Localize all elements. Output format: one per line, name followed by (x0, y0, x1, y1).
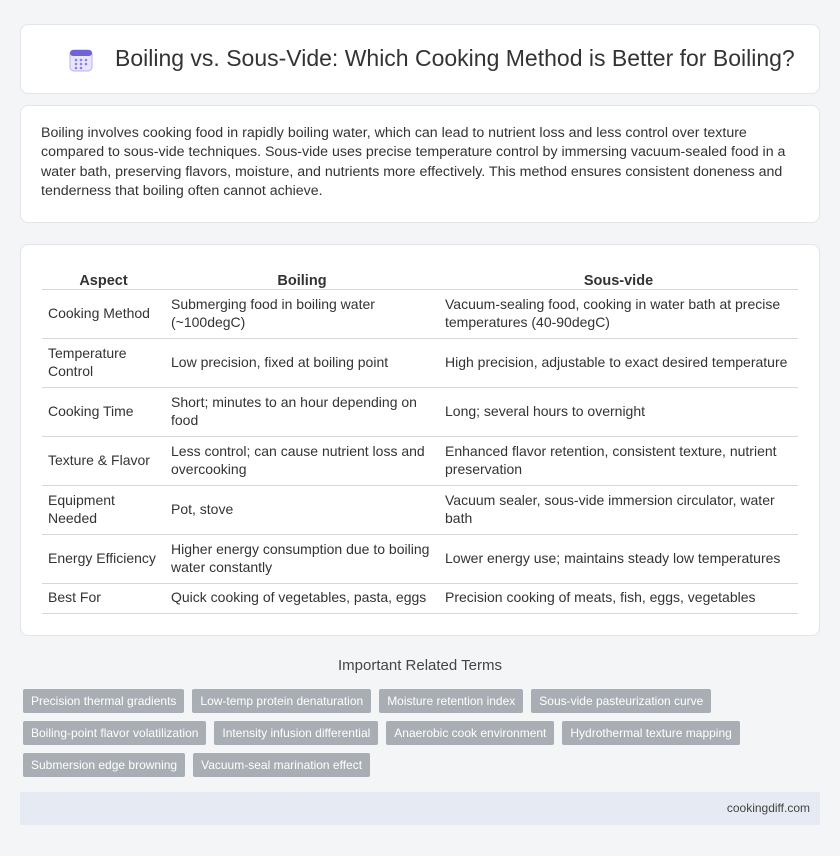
table-cell-sous-vide: Vacuum sealer, sous-vide immersion circulator, water bath (439, 485, 798, 534)
table-cell-sous-vide: High precision, adjustable to exact desired temperature (439, 338, 798, 387)
comparison-table (42, 265, 798, 614)
column-header-aspect: Aspect (42, 265, 165, 289)
footer-site-link[interactable]: cookingdiff.com (726, 801, 810, 815)
column-header-sous-vide: Sous-vide (439, 265, 798, 289)
term-tag[interactable]: Precision thermal gradients (23, 689, 184, 713)
term-tag[interactable]: Hydrothermal texture mapping (562, 721, 739, 745)
intro-text: Boiling involves cooking food in rapidly boiling water, which can lead to nutrient loss and less control over texture compared to sous-vide techniques. Sous-vide uses precise temperature control by immersing vacuum-sealed food in a water bath, preserving flavors, moisture, and nutrients more effectively. This method ensures consistent doneness and tenderness that boiling often cannot achieve. (41, 125, 786, 199)
table-cell-sous-vide: Lower energy use; maintains steady low temperatures (439, 534, 798, 583)
term-tag[interactable]: Intensity infusion differential (214, 721, 378, 745)
term-tag[interactable]: Submersion edge browning (23, 753, 185, 777)
table-cell-aspect: Cooking Time (42, 387, 165, 436)
table-cell-boiling: Low precision, fixed at boiling point (165, 338, 439, 387)
term-tag[interactable]: Low-temp protein denaturation (192, 689, 371, 713)
related-terms-title: Important Related Terms (338, 657, 502, 674)
term-tag[interactable]: Moisture retention index (379, 689, 523, 713)
table-cell-boiling: Short; minutes to an hour depending on food (165, 387, 439, 436)
table-row (42, 338, 798, 387)
table-cell-aspect: Best For (42, 583, 165, 613)
table-cell-sous-vide: Enhanced flavor retention, consistent texture, nutrient preservation (439, 436, 798, 485)
table-cell-aspect: Temperature Control (42, 338, 165, 387)
page-title: Boiling vs. Sous-Vide: Which Cooking Method is Better for Boiling? (115, 45, 795, 71)
table-row (42, 485, 798, 534)
footer (20, 792, 820, 825)
table-cell-sous-vide: Precision cooking of meats, fish, eggs, vegetables (439, 583, 798, 613)
table-row (42, 387, 798, 436)
term-tag[interactable]: Anaerobic cook environment (386, 721, 554, 745)
term-tag[interactable]: Boiling-point flavor volatilization (23, 721, 206, 745)
table-cell-boiling: Pot, stove (165, 485, 439, 534)
comparison-card (20, 244, 820, 636)
table-cell-boiling: Submerging food in boiling water (~100degC) (165, 289, 439, 338)
table-row (42, 534, 798, 583)
intro-card (20, 105, 820, 223)
table-cell-aspect: Cooking Method (42, 289, 165, 338)
table-cell-aspect: Energy Efficiency (42, 534, 165, 583)
table-cell-boiling: Less control; can cause nutrient loss and overcooking (165, 436, 439, 485)
column-header-boiling: Boiling (165, 265, 439, 289)
related-terms-list (23, 689, 803, 785)
table-cell-boiling: Higher energy consumption due to boiling water constantly (165, 534, 439, 583)
calendar-icon (68, 47, 94, 73)
table-cell-aspect: Equipment Needed (42, 485, 165, 534)
table-cell-sous-vide: Vacuum-sealing food, cooking in water bath at precise temperatures (40-90degC) (439, 289, 798, 338)
header-card (20, 24, 820, 94)
table-cell-aspect: Texture & Flavor (42, 436, 165, 485)
table-cell-boiling: Quick cooking of vegetables, pasta, eggs (165, 583, 439, 613)
table-row (42, 436, 798, 485)
table-row (42, 583, 798, 613)
table-row (42, 289, 798, 338)
table-cell-sous-vide: Long; several hours to overnight (439, 387, 798, 436)
term-tag[interactable]: Sous-vide pasteurization curve (531, 689, 711, 713)
term-tag[interactable]: Vacuum-seal marination effect (193, 753, 370, 777)
